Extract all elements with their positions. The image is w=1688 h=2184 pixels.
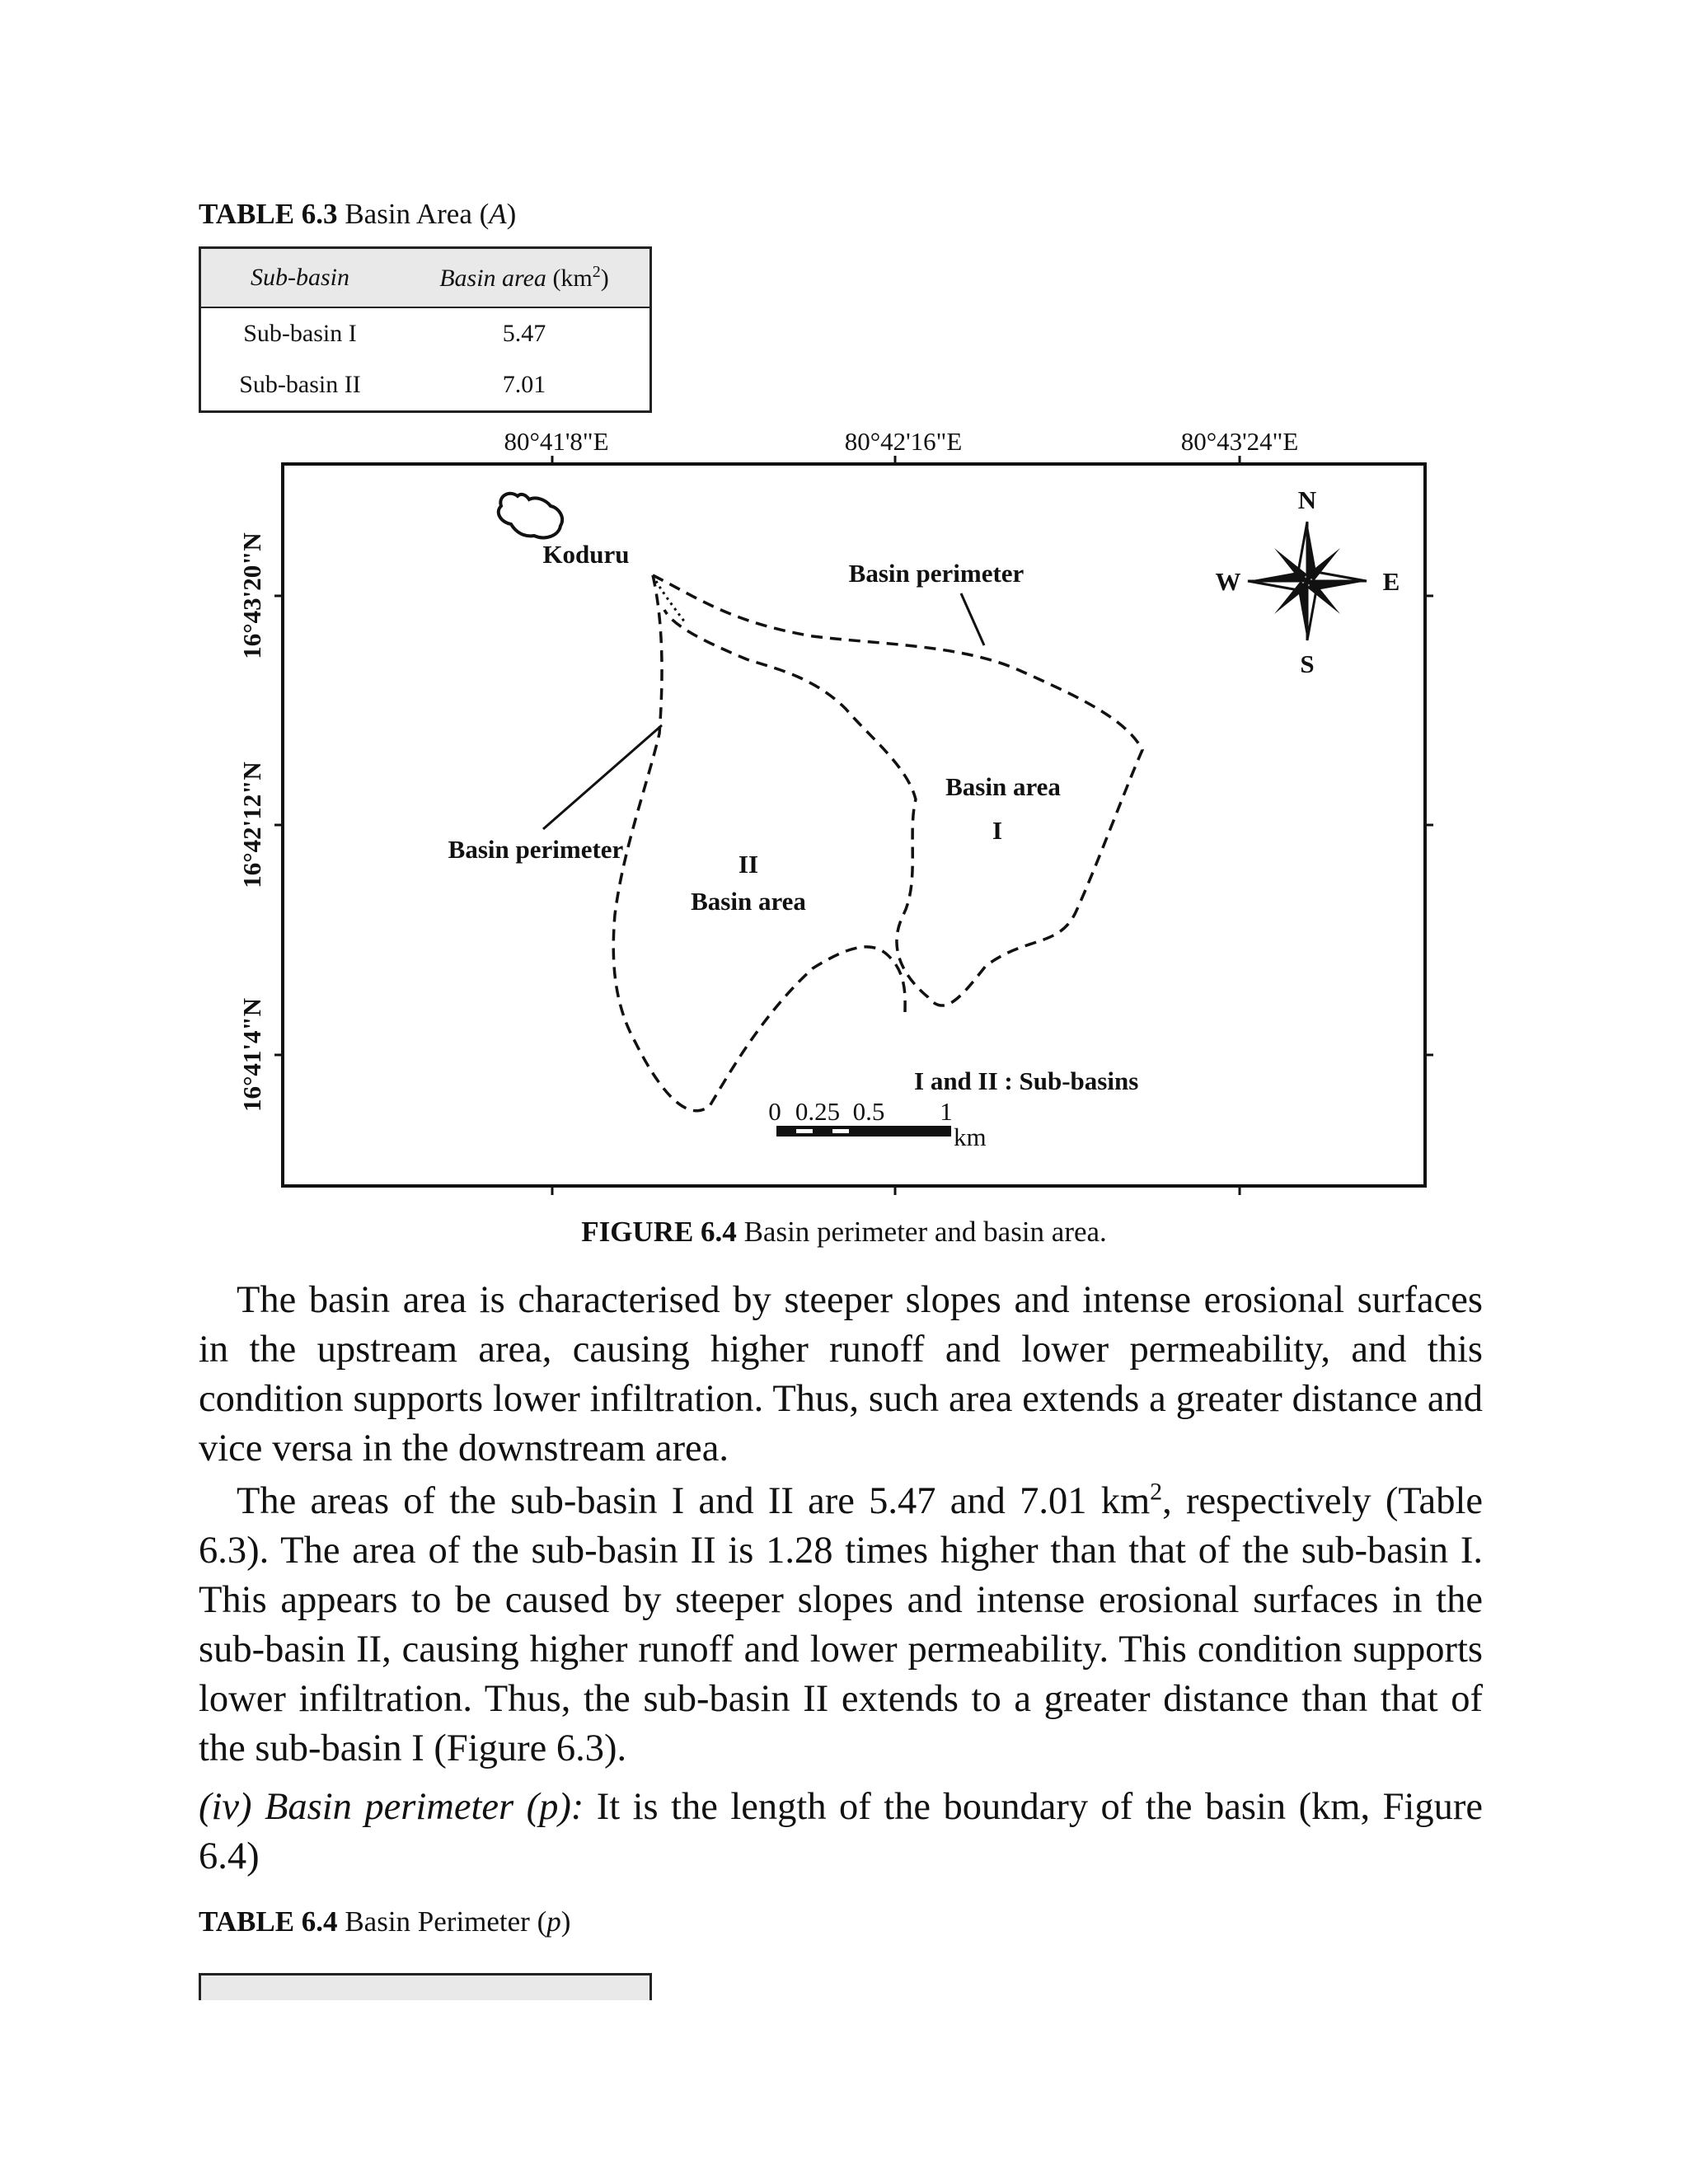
table-6-3-label: TABLE 6.3 — [199, 198, 338, 230]
compass-e: E — [1382, 567, 1400, 596]
table-6-3-caption — [199, 198, 516, 231]
row-2-name: Sub-basin II — [239, 371, 361, 398]
table-row — [200, 307, 651, 359]
koduru-town-outline — [499, 494, 562, 538]
table-6-4-title-var: p — [546, 1905, 561, 1938]
paragraph-2-rest: , respectively (Table 6.3). The area of the sub-basin II is 1.28 times higher than that of the sub-basin I. This appears to be caused by steeper slopes and intense erosional surfaces in the sub-basin II, causing higher runoff and lower permeability. This condition supports lower infiltration. Thus, the sub-basin II extends to a greater distance than that of the sub-basin I (Figure 6.3). — [199, 1480, 1484, 1769]
top-coord-label-2: 80°42'16"E — [844, 427, 963, 456]
basin-area-table — [199, 246, 652, 413]
compass-rose-icon — [1248, 522, 1367, 640]
basin-perimeter-term: (iv) Basin perimeter (p): — [199, 1786, 584, 1828]
scale-tick-1: 1 — [940, 1097, 953, 1126]
table-6-3-title-var: A — [489, 198, 507, 230]
table-header-row — [200, 248, 651, 308]
sub-basin-1-boundary — [653, 575, 1142, 1005]
header-basin-area — [399, 248, 651, 308]
scale-unit: km — [954, 1122, 987, 1151]
table-6-4-title: Basin Perimeter ( — [337, 1905, 547, 1938]
figure-caption-text: Basin perimeter and basin area. — [736, 1216, 1107, 1248]
table-6-3-title-end: ) — [506, 198, 517, 230]
koduru-label: Koduru — [542, 540, 630, 569]
basin-perimeter-definition: It is the length of the boundary of the basin (km, Figure 6.4) — [199, 1786, 1483, 1877]
basin-1-label: Basin area — [945, 772, 1061, 801]
compass-s: S — [1300, 649, 1315, 678]
left-coord-label-3: 16°41'4"N — [237, 997, 266, 1113]
paragraph-2-sup: 2 — [1150, 1478, 1163, 1506]
table-row — [200, 359, 651, 412]
left-coord-label-1: 16°43'20"N — [237, 532, 266, 659]
scale-bar — [776, 1126, 951, 1137]
perimeter-label-2: Basin perimeter — [448, 835, 624, 864]
row-1-name: Sub-basin I — [243, 320, 357, 347]
paragraph-3 — [199, 1783, 1483, 1882]
scale-tick-025: 0.25 — [795, 1097, 841, 1126]
header-unit: (km — [546, 265, 593, 292]
left-coord-label-2: 16°42'12"N — [237, 762, 266, 888]
perimeter-leader-1 — [961, 593, 984, 645]
paragraph-2 — [199, 1477, 1483, 1774]
table-6-4-title-end: ) — [560, 1905, 571, 1938]
paragraph-2-start: The areas of the sub-basin I and II are 5.47 and 7.01 km — [237, 1480, 1151, 1522]
header-unit-sup: 2 — [592, 263, 601, 281]
row-2-value: 7.01 — [502, 371, 546, 398]
sub-basin-2-boundary — [613, 575, 905, 1111]
scale-tick-0: 0 — [768, 1097, 781, 1126]
table-6-4-label: TABLE 6.4 — [199, 1905, 338, 1938]
row-1-value: 5.47 — [502, 320, 546, 347]
header-sub-basin: Sub-basin — [200, 248, 400, 308]
table-6-3-title: Basin Area ( — [345, 198, 490, 230]
header-basin-area-label: Basin area — [439, 265, 546, 292]
header-unit-end: ) — [600, 265, 609, 292]
figure-caption-label: FIGURE 6.4 — [581, 1216, 737, 1248]
table-6-4-caption — [199, 1905, 570, 1938]
paragraph-1: The basin area is characterised by steeper slopes and intense erosional surfaces in the upstream area, causing higher runoff and lower permeability, and this condition supports lower infiltration. Thus, such area extends a greater distance and vice versa in the downstream area. — [199, 1279, 1483, 1469]
basin-2-numeral: II — [738, 850, 759, 879]
top-coord-label-1: 80°41'8"E — [504, 427, 609, 456]
scale-tick-05: 0.5 — [852, 1097, 885, 1126]
basin-1-numeral: I — [992, 816, 1003, 845]
sub-basin-legend: I and II : Sub-basins — [914, 1066, 1139, 1095]
compass-n: N — [1297, 485, 1317, 514]
basin-2-label: Basin area — [691, 887, 806, 916]
perimeter-leader-2 — [543, 725, 662, 829]
basin-map-figure — [236, 420, 1447, 1195]
compass-w: W — [1215, 567, 1241, 596]
table-6-4-header-stub — [199, 1973, 652, 2000]
perimeter-label-1: Basin perimeter — [848, 559, 1025, 588]
figure-6-4-caption — [0, 1216, 1688, 1249]
top-coord-label-3: 80°43'24"E — [1180, 427, 1299, 456]
